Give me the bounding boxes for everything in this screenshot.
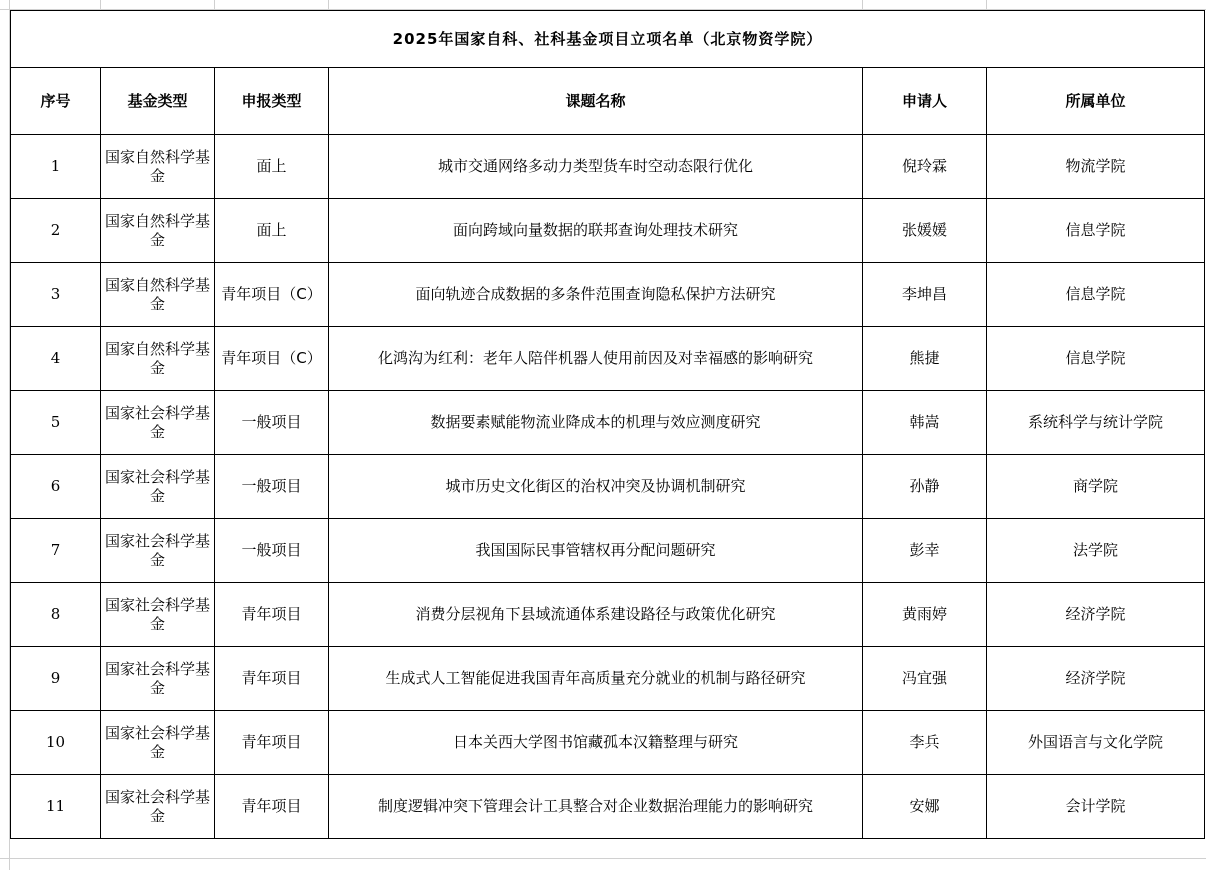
cell-topic[interactable]: 生成式人工智能促进我国青年高质量充分就业的机制与路径研究	[329, 647, 863, 711]
table-row	[11, 263, 1205, 327]
gridline-top	[0, 0, 1206, 10]
cell-fund-type[interactable]: 国家社会科学基金	[101, 455, 215, 519]
gridline-column	[214, 0, 215, 9]
cell-apply-type[interactable]: 青年项目（C）	[215, 327, 329, 391]
cell-apply-type[interactable]: 一般项目	[215, 519, 329, 583]
header-cell-topic[interactable]: 课题名称	[329, 68, 863, 135]
table-title[interactable]: 2025年国家自科、社科基金项目立项名单（北京物资学院）	[11, 11, 1205, 68]
cell-apply-type[interactable]: 青年项目	[215, 583, 329, 647]
cell-no[interactable]: 2	[11, 199, 101, 263]
table-row	[11, 455, 1205, 519]
cell-no[interactable]: 5	[11, 391, 101, 455]
cell-no[interactable]: 1	[11, 135, 101, 199]
cell-topic[interactable]: 面向跨域向量数据的联邦查询处理技术研究	[329, 199, 863, 263]
cell-topic[interactable]: 化鸿沟为红利：老年人陪伴机器人使用前因及对幸福感的影响研究	[329, 327, 863, 391]
table-row	[11, 711, 1205, 775]
gridline-column	[986, 0, 987, 9]
table-row	[11, 327, 1205, 391]
cell-fund-type[interactable]: 国家社会科学基金	[101, 647, 215, 711]
cell-fund-type[interactable]: 国家社会科学基金	[101, 711, 215, 775]
cell-unit[interactable]: 信息学院	[987, 199, 1205, 263]
cell-no[interactable]: 7	[11, 519, 101, 583]
cell-applicant[interactable]: 孙静	[863, 455, 987, 519]
gridline-column	[862, 0, 863, 9]
cell-topic[interactable]: 日本关西大学图书馆藏孤本汉籍整理与研究	[329, 711, 863, 775]
cell-unit[interactable]: 信息学院	[987, 263, 1205, 327]
cell-fund-type[interactable]: 国家自然科学基金	[101, 135, 215, 199]
cell-apply-type[interactable]: 一般项目	[215, 391, 329, 455]
cell-applicant[interactable]: 韩嵩	[863, 391, 987, 455]
cell-applicant[interactable]: 彭幸	[863, 519, 987, 583]
cell-apply-type[interactable]: 青年项目	[215, 775, 329, 839]
table-row	[11, 775, 1205, 839]
cell-apply-type[interactable]: 面上	[215, 135, 329, 199]
cell-fund-type[interactable]: 国家社会科学基金	[101, 391, 215, 455]
gridline-bottom	[0, 858, 1206, 871]
table-row	[11, 199, 1205, 263]
cell-unit[interactable]: 会计学院	[987, 775, 1205, 839]
cell-fund-type[interactable]: 国家自然科学基金	[101, 263, 215, 327]
cell-fund-type[interactable]: 国家自然科学基金	[101, 327, 215, 391]
header-cell-unit[interactable]: 所属单位	[987, 68, 1205, 135]
cell-apply-type[interactable]: 青年项目（C）	[215, 263, 329, 327]
cell-unit[interactable]: 系统科学与统计学院	[987, 391, 1205, 455]
project-list-table	[10, 10, 1205, 839]
cell-topic[interactable]: 消费分层视角下县域流通体系建设路径与政策优化研究	[329, 583, 863, 647]
table-row	[11, 519, 1205, 583]
cell-fund-type[interactable]: 国家社会科学基金	[101, 519, 215, 583]
cell-apply-type[interactable]: 面上	[215, 199, 329, 263]
table-row	[11, 391, 1205, 455]
cell-topic[interactable]: 城市交通网络多动力类型货车时空动态限行优化	[329, 135, 863, 199]
cell-no[interactable]: 11	[11, 775, 101, 839]
cell-unit[interactable]: 信息学院	[987, 327, 1205, 391]
cell-applicant[interactable]: 冯宜强	[863, 647, 987, 711]
cell-applicant[interactable]: 李兵	[863, 711, 987, 775]
cell-no[interactable]: 9	[11, 647, 101, 711]
cell-applicant[interactable]: 安娜	[863, 775, 987, 839]
cell-applicant[interactable]: 李坤昌	[863, 263, 987, 327]
cell-applicant[interactable]: 黄雨婷	[863, 583, 987, 647]
cell-no[interactable]: 8	[11, 583, 101, 647]
cell-unit[interactable]: 物流学院	[987, 135, 1205, 199]
cell-topic[interactable]: 制度逻辑冲突下管理会计工具整合对企业数据治理能力的影响研究	[329, 775, 863, 839]
gridline-left	[0, 0, 10, 870]
cell-applicant[interactable]: 倪玲霖	[863, 135, 987, 199]
cell-topic[interactable]: 数据要素赋能物流业降成本的机理与效应测度研究	[329, 391, 863, 455]
gridline-column	[328, 0, 329, 9]
cell-unit[interactable]: 法学院	[987, 519, 1205, 583]
cell-applicant[interactable]: 熊捷	[863, 327, 987, 391]
table-row	[11, 583, 1205, 647]
cell-unit[interactable]: 经济学院	[987, 647, 1205, 711]
cell-no[interactable]: 4	[11, 327, 101, 391]
cell-apply-type[interactable]: 一般项目	[215, 455, 329, 519]
title-row	[11, 11, 1205, 68]
header-cell-apply-type[interactable]: 申报类型	[215, 68, 329, 135]
cell-fund-type[interactable]: 国家社会科学基金	[101, 775, 215, 839]
cell-topic[interactable]: 城市历史文化街区的治权冲突及协调机制研究	[329, 455, 863, 519]
table-row	[11, 647, 1205, 711]
header-cell-fund-type[interactable]: 基金类型	[101, 68, 215, 135]
cell-applicant[interactable]: 张媛媛	[863, 199, 987, 263]
cell-apply-type[interactable]: 青年项目	[215, 711, 329, 775]
header-cell-applicant[interactable]: 申请人	[863, 68, 987, 135]
gridline-column	[100, 0, 101, 9]
cell-topic[interactable]: 面向轨迹合成数据的多条件范围查询隐私保护方法研究	[329, 263, 863, 327]
cell-no[interactable]: 10	[11, 711, 101, 775]
cell-no[interactable]: 3	[11, 263, 101, 327]
header-cell-no[interactable]: 序号	[11, 68, 101, 135]
cell-fund-type[interactable]: 国家自然科学基金	[101, 199, 215, 263]
cell-fund-type[interactable]: 国家社会科学基金	[101, 583, 215, 647]
cell-topic[interactable]: 我国国际民事管辖权再分配问题研究	[329, 519, 863, 583]
header-row	[11, 68, 1205, 135]
cell-unit[interactable]: 经济学院	[987, 583, 1205, 647]
cell-unit[interactable]: 外国语言与文化学院	[987, 711, 1205, 775]
cell-unit[interactable]: 商学院	[987, 455, 1205, 519]
cell-no[interactable]: 6	[11, 455, 101, 519]
cell-apply-type[interactable]: 青年项目	[215, 647, 329, 711]
table-row	[11, 135, 1205, 199]
